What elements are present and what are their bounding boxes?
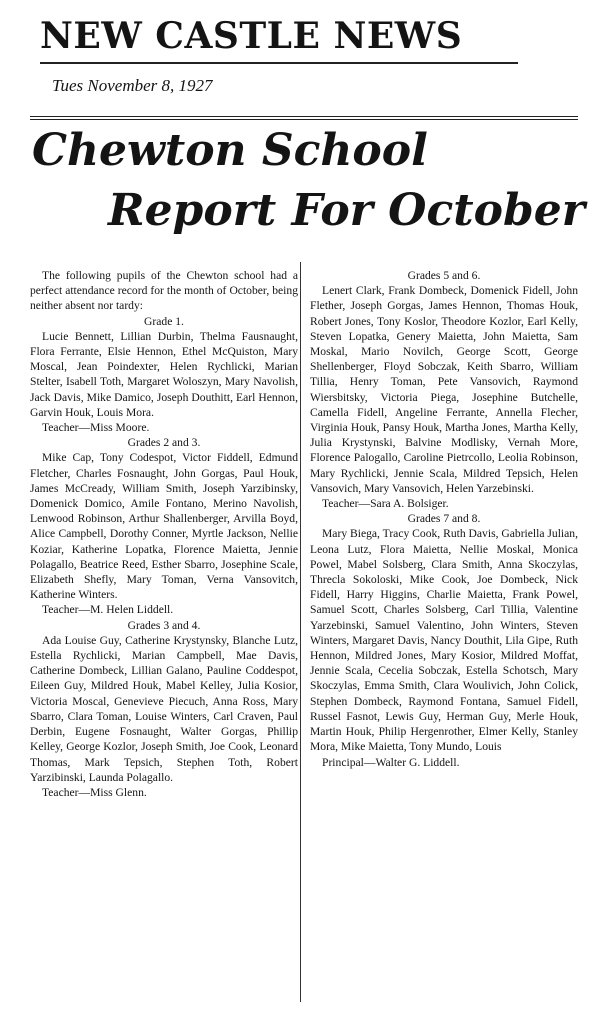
column-divider — [300, 262, 301, 1002]
grades-3-4-names: Ada Louise Guy, Catherine Krystynsky, Blanche Lutz, Estella Rychlicki, Marian Campbell, Mae Davis, Catherine Dombeck, Lillian Galano, Pauline Coddespot, Eileen Guy, Mildred Houk, Mabel Kelley, Julia Kosior, Victoria Moscal, Genevieve Piecuch, Anna Ross, Mary Sbarro, Clara Toman, Louise Winters, Carl Craven, Paul Derbin, Eugene Fosnaught, Walter Gorgas, Phillip Kelley, George Kozlor, Joseph Smith, Joe Cook, Leonard Thomas, Mark Tepsich, Stephen Toth, Robert Yarzibinski, Launda Polagallo. — [30, 633, 298, 784]
grades-2-3-names: Mike Cap, Tony Codespot, Victor Fiddell, Edmund Fletcher, Charles Fosnaught, John Gorgas, Paul Houk, James McCready, William Smith, Joseph Yarzibinsky, Domenick Domico, Amile Fontano, Merino Navolish, Lenwood Robinson, Arthur Shallenberger, Arvilla Boyd, Alice Campbell, Dorothy Conner, Myrtle Jackson, Nellie Koziar, Katherine Lopatka, Florence Maietta, Jennie Polagallo, Beatrice Reed, Esther Sbarro, Josephine Scale, Elizabeth Shefly, Mary Toman, Verna Vansovitch, Katherine Winters. — [30, 451, 298, 602]
grades-2-3-heading: Grades 2 and 3. — [127, 436, 201, 450]
headline-rule — [30, 116, 578, 120]
handwritten-date-note: Tues November 8, 1927 — [52, 76, 213, 95]
grades-3-4-heading: Grades 3 and 4. — [127, 618, 201, 632]
intro-paragraph: The following pupils of the Chewton school had a perfect attendance record for the month of October, being neither absent nor tardy: — [30, 269, 298, 313]
grades-7-8-heading: Grades 7 and 8. — [407, 512, 481, 526]
grade-1-teacher: Teacher—Miss Moore. — [42, 421, 150, 435]
grades-5-6-names: Lenert Clark, Frank Dombeck, Domenick Fidell, John Flether, Joseph Gorgas, James Hennon, Thomas Houk, Robert Jones, Tony Koslor, Theodore Kozlor, Earl Kelly, Steven Lopatka, Genery Maietta, John Maietta, Sam Moskal, Mario Novilch, George Scott, George Shellenberger, Floyd Sobczak, Keith Sbarro, William Tillia, Henry Toman, Pete Vansovich, Raymond Wiersbitsky, Victoria Piega, Josephine Butchelle, Camella Fidell, Angeline Ferrante, Annella Flecher, Virginia Houk, Pansy Houk, Martha Jones, Martha Kelly, Julia Krystynski, Balvine Modlisky, Vernah More, Florence Palogallo, Caroline Pietrcollo, Leolia Robinson, Mary Rychlicki, Jennie Scala, Mildred Tepsich, Helen Vansovich, Mary Vansovich, Helen Yarzebinski. — [310, 284, 578, 495]
grades-7-8-names: Mary Biega, Tracy Cook, Ruth Davis, Gabriella Julian, Leona Lutz, Flora Maietta, Nellie Moskal, Monica Powel, Mabel Solsberg, Clara Smith, Anna Skoczylas, Threcla Sokoloski, Mike Cook, Joe Dombeck, Nick Fidell, Harry Higgins, Charlie Maietta, Frank Powel, Samuel Scott, Charles Solsberg, Carl Tillia, Valentine Yarzebinski, Samuel Valentino, John Winters, Steven Winters, Margaret Davis, Nancy Douthit, Lila Gipe, Ruth Hennon, Mildred Jones, Mary Kosior, Mildred Moffat, Jennie Scala, Cecelia Sobczak, Estella Schotsch, Mary Skoczylas, Emma Smith, Clara Woulivich, John Colick, Stephen Dombeck, Raymond Fontana, Samuel Fidell, Russel Fasnot, Lewis Guy, Herman Guy, Merle Houk, Martin Houk, Philip Hergenrother, Elmer Kelly, Stanley Mora, Mike Maietta, Tony Mundo, Louis — [310, 527, 578, 754]
grades-5-6-teacher: Teacher—Sara A. Bolsiger. — [322, 497, 449, 511]
grades-3-4-teacher: Teacher—Miss Glenn. — [42, 785, 147, 799]
masthead-rule — [40, 62, 518, 64]
principal-line: Principal—Walter G. Liddell. — [322, 755, 460, 769]
newspaper-masthead: NEW CASTLE NEWS — [40, 15, 463, 57]
article-column-left — [30, 268, 298, 800]
article-column-right — [310, 268, 578, 770]
headline-line-2: Report For October — [108, 185, 585, 236]
grades-2-3-teacher: Teacher—M. Helen Liddell. — [42, 603, 174, 617]
grade-1-heading: Grade 1. — [144, 314, 184, 328]
grades-5-6-heading: Grades 5 and 6. — [407, 269, 481, 282]
grade-1-names: Lucie Bennett, Lillian Durbin, Thelma Fausnaught, Flora Ferrante, Elsie Hennon, Ethel McQuiston, Mary Moscal, Jean Poindexter, Helen Rychlicki, Marian Stelter, Isabell Toth, Margaret Woloszyn, Mary Navolish, Jack Davis, Mike Damico, Joseph Douthitt, Earl Hennon, Garvin Houk, Louis Mora. — [30, 329, 298, 419]
headline-line-1: Chewton School — [32, 125, 428, 176]
